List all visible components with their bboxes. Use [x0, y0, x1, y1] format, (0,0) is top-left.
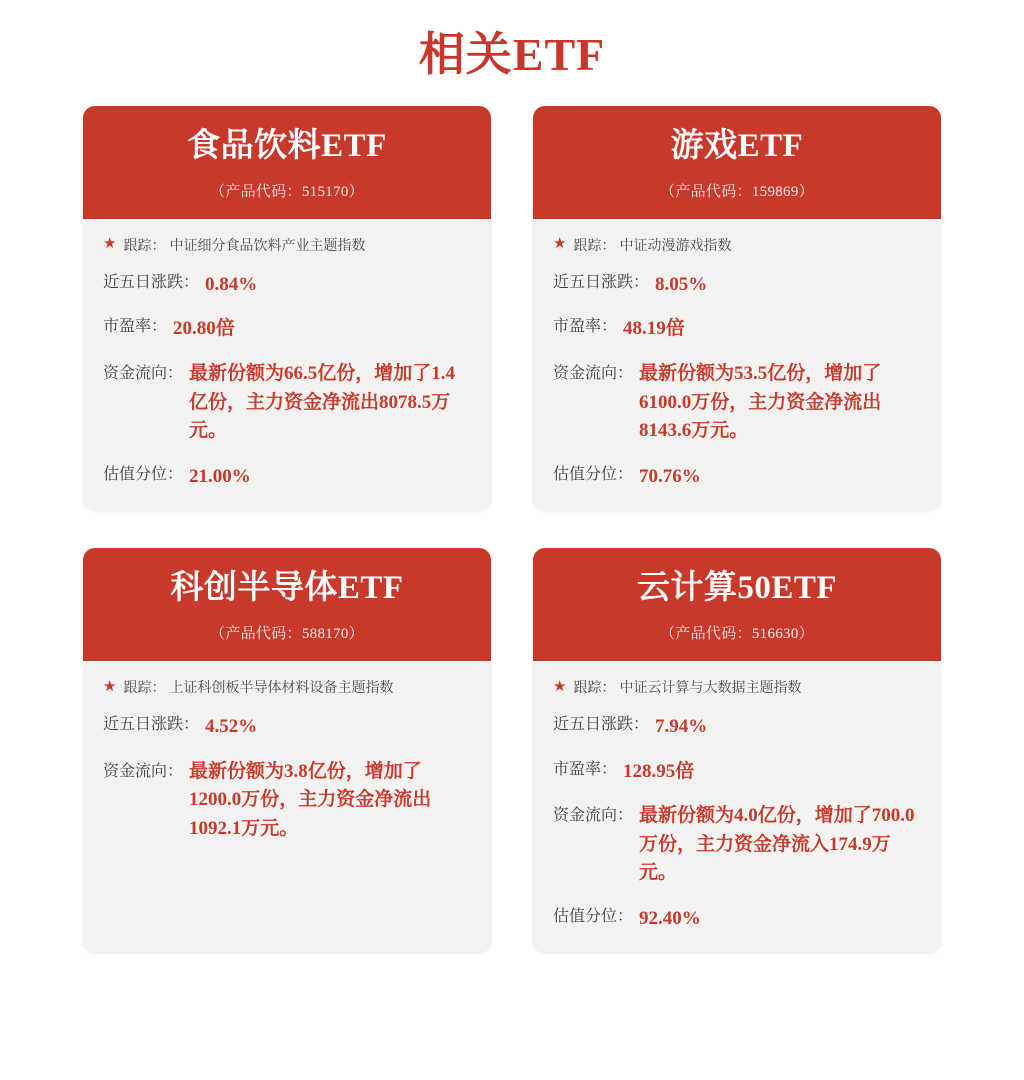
five-day-row: [103, 713, 471, 741]
track-label: 跟踪：: [123, 238, 166, 254]
etf-card-header: [83, 106, 491, 219]
five-day-label: 近五日涨跌：: [553, 273, 650, 291]
five-day-value: 8.05%: [655, 273, 708, 295]
etf-name: 游戏ETF: [670, 128, 804, 164]
etf-card[interactable]: [83, 548, 491, 952]
valuation-value: 70.76%: [639, 465, 701, 487]
etf-card[interactable]: [533, 106, 941, 510]
pe-label: 市盈率：: [103, 318, 168, 336]
code-value: 159869: [751, 183, 799, 200]
etf-card-header: [533, 548, 941, 661]
valuation-row: [103, 463, 471, 491]
valuation-value: 21.00%: [189, 465, 251, 487]
etf-code: [547, 622, 927, 643]
valuation-label: 估值分位：: [103, 465, 184, 483]
code-prefix: （产品代码：: [660, 183, 752, 200]
etf-card-body: [83, 661, 491, 952]
etf-card-body: [533, 661, 941, 952]
track-row: [103, 235, 471, 255]
track-row: [103, 677, 471, 697]
flow-value: 最新份额为4.0亿份，增加了700.0万份，主力资金净流入174.9万元。: [639, 805, 915, 884]
etf-code: [97, 622, 477, 643]
pe-label: 市盈率：: [553, 318, 618, 336]
pe-label: 市盈率：: [553, 760, 618, 778]
five-day-value: 7.94%: [655, 716, 708, 738]
five-day-row: [553, 271, 921, 299]
etf-card[interactable]: [83, 106, 491, 510]
star-icon: ★: [553, 678, 567, 695]
star-icon: ★: [103, 678, 117, 695]
code-suffix: ）: [348, 183, 364, 200]
track-label: 跟踪：: [573, 681, 616, 697]
code-suffix: ）: [798, 626, 814, 643]
pe-row: [553, 315, 921, 343]
track-label: 跟踪：: [573, 238, 616, 254]
five-day-label: 近五日涨跌：: [103, 716, 200, 734]
track-value: 中证动漫游戏指数: [619, 238, 732, 254]
track-label: 跟踪：: [123, 681, 166, 697]
code-value: 516630: [751, 626, 799, 643]
page-title: 相关ETF: [418, 29, 606, 80]
five-day-label: 近五日涨跌：: [553, 716, 650, 734]
flow-row: [103, 758, 471, 844]
etf-code: [547, 180, 927, 201]
code-suffix: ）: [348, 626, 364, 643]
etf-code: [97, 180, 477, 201]
five-day-label: 近五日涨跌：: [103, 273, 200, 291]
pe-value: 20.80倍: [173, 318, 235, 340]
star-icon: ★: [103, 236, 117, 253]
track-value: 中证云计算与大数据主题指数: [619, 681, 802, 697]
etf-card-grid: [0, 92, 1024, 952]
flow-label: 资金流向：: [103, 365, 184, 383]
valuation-label: 估值分位：: [553, 465, 634, 483]
code-prefix: （产品代码：: [210, 626, 302, 643]
flow-row: [553, 360, 921, 446]
valuation-value: 92.40%: [639, 907, 701, 929]
etf-card[interactable]: [533, 548, 941, 952]
pe-row: [103, 315, 471, 343]
flow-row: [553, 802, 921, 888]
flow-value: 最新份额为66.5亿份，增加了1.4亿份，主力资金净流出8078.5万元。: [189, 363, 456, 442]
flow-label: 资金流向：: [553, 807, 634, 825]
pe-row: [553, 758, 921, 786]
pe-value: 48.19倍: [623, 318, 685, 340]
five-day-row: [103, 271, 471, 299]
code-value: 588170: [301, 626, 349, 643]
etf-name: 食品饮料ETF: [187, 128, 387, 164]
valuation-label: 估值分位：: [553, 907, 634, 925]
five-day-value: 0.84%: [205, 273, 258, 295]
etf-card-header: [83, 548, 491, 661]
valuation-row: [553, 905, 921, 933]
star-icon: ★: [553, 236, 567, 253]
etf-name: 云计算50ETF: [636, 570, 838, 607]
flow-value: 最新份额为3.8亿份，增加了1200.0万份，主力资金净流出1092.1万元。: [189, 760, 432, 839]
track-value: 上证科创板半导体材料设备主题指数: [169, 681, 394, 697]
code-value: 515170: [301, 183, 349, 200]
code-prefix: （产品代码：: [660, 626, 752, 643]
etf-card-body: [83, 219, 491, 510]
five-day-row: [553, 713, 921, 741]
track-value: 中证细分食品饮料产业主题指数: [169, 238, 366, 254]
flow-value: 最新份额为53.5亿份，增加了6100.0万份，主力资金净流出8143.6万元。: [639, 363, 882, 442]
track-row: [553, 235, 921, 255]
flow-label: 资金流向：: [103, 762, 184, 780]
pe-value: 128.95倍: [623, 760, 695, 782]
track-row: [553, 677, 921, 697]
etf-card-header: [533, 106, 941, 219]
etf-card-body: [533, 219, 941, 510]
valuation-row: [553, 463, 921, 491]
flow-row: [103, 360, 471, 446]
flow-label: 资金流向：: [553, 365, 634, 383]
code-suffix: ）: [798, 183, 814, 200]
etf-name: 科创半导体ETF: [170, 570, 404, 607]
code-prefix: （产品代码：: [210, 183, 302, 200]
five-day-value: 4.52%: [205, 716, 258, 738]
